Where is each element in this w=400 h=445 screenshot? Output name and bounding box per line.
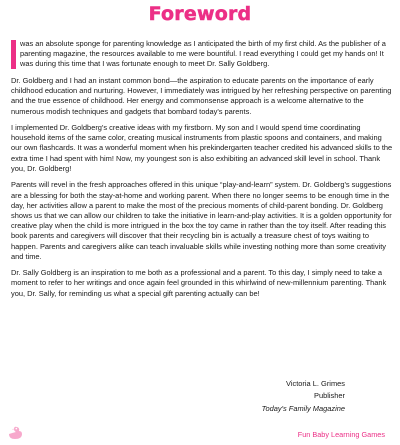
paragraph-3: I implemented Dr. Goldberg's creative ideas with my firstborn. My son and I would spend time coordinating household items of the same color, creating musical instruments from plastic spoons and containers, and making our own flashcards. It was a wonderful moment when his prekindergarten teacher credited his advanced skills to the extra time I had spent with him! Now, my youngest son is also exhibiting an advanced skill level in school. Thank you, Dr. Goldberg! [11, 123, 393, 173]
footer-book-title: Fun Baby Learning Games [297, 430, 385, 439]
paragraph-2: Dr. Goldberg and I had an instant common bond—the aspiration to educate parents on the importance of early childhood education and nurturing. However, I immediately was intrigued by her refreshing perspective on parenting and the true essence of childhood. Her energy and commonsense approach is a welcome alternative to the numerous modish techniques and gadgets that bombard today's parents. [11, 75, 392, 116]
paragraph-1 [11, 39, 394, 70]
page-title: Foreword [148, 3, 252, 25]
drop-cap-bar [11, 40, 16, 69]
foreword-body [11, 39, 394, 305]
paragraph-4: Parents will revel in the fresh approaches offered in this unique “play-and-learn” system. Dr. Goldberg's suggestions are a blessing for both the stay-at-home and working parent. When there no longer seems to be enough time in the day, her activities allow a parent to make the most of the precious moments of child-parent bonding. Dr. Goldberg shows us that we can allow our children to take the initiative in learn-and-play activities. It is a golden opportunity for creative play when the child is more intrigued in the box the toy came in rather than the toy itself. After reading this book parents and caregivers will discover that their recycling bin is actually a treasure chest of toys waiting to happen. Parents and caregivers alike can teach invaluable skills while investing nothing more than some creativity and time. [11, 180, 392, 261]
duck-logo-icon [7, 425, 24, 440]
signature-block [262, 378, 345, 415]
paragraph-1-text: was an absolute sponge for parenting knowledge as I anticipated the birth of my first child. As the publisher of a parenting magazine, the resources available to me were bountiful. I read everything I could get my hands on! It was during this time that I was fortunate enough to meet Dr. Sally Goldberg. [20, 39, 386, 69]
signature-role: Publisher [313, 391, 345, 401]
signature-publication: Today's Family Magazine [261, 403, 345, 413]
signature-name: Victoria L. Grimes [286, 379, 345, 388]
paragraph-5: Dr. Sally Goldberg is an inspiration to me both as a professional and a parent. To this day, I simply need to take a moment to refer to her writings and once again feel grounded in this whirlwind of new-millennium parenting. Thank you, Dr. Sally, for reminding us what a special gift parenting actually can be! [11, 268, 387, 298]
